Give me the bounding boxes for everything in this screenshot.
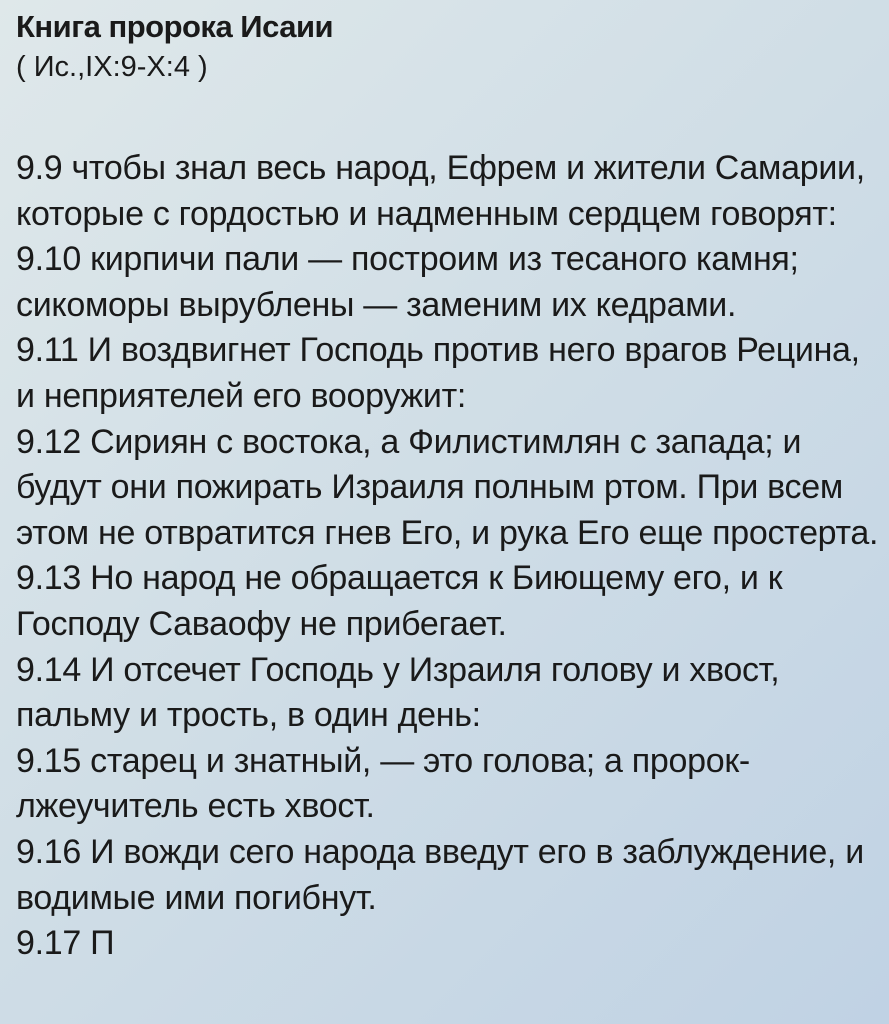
verse: 9.13 Но народ не обращается к Биющему его, и к Господу Саваофу не прибегает. [16, 559, 783, 643]
document-page [16, 6, 882, 967]
verse: 9.15 старец и знатный, — это голова; а пророк-лжеучитель есть хвост. [16, 741, 750, 826]
verse: 9.14 И отсечет Господь у Израиля голову и хвост, пальму и трость, в один день: [16, 650, 780, 735]
document-title: Книга пророка Исаии [16, 9, 334, 44]
chapter-reference: ( Ис.,IX:9-X:4 ) [16, 51, 208, 83]
verse: 9.11 И воздвигнет Господь против него врагов Рецина, и неприятелей его вооружит: [16, 331, 860, 415]
verse: 9.17 П [16, 924, 115, 963]
verse: 9.12 Сириян с востока, а Филистимлян с запада; и будут они пожирать Израиля полным ртом. При всем этом не отвратится гнев Его, и рука Его еще простерта. [16, 422, 879, 552]
verse: 9.9 чтобы знал весь народ, Ефрем и жители Самарии, которые с гордостью и надменным сердцем говорят: [16, 149, 865, 233]
verse: 9.10 кирпичи пали — построим из тесаного камня; сикоморы вырублены — заменим их кедрами. [16, 240, 799, 324]
verse: 9.16 И вожди сего народа введут его в заблуждение, и водимые ими погибнут. [16, 832, 864, 917]
verse-list [16, 146, 882, 967]
